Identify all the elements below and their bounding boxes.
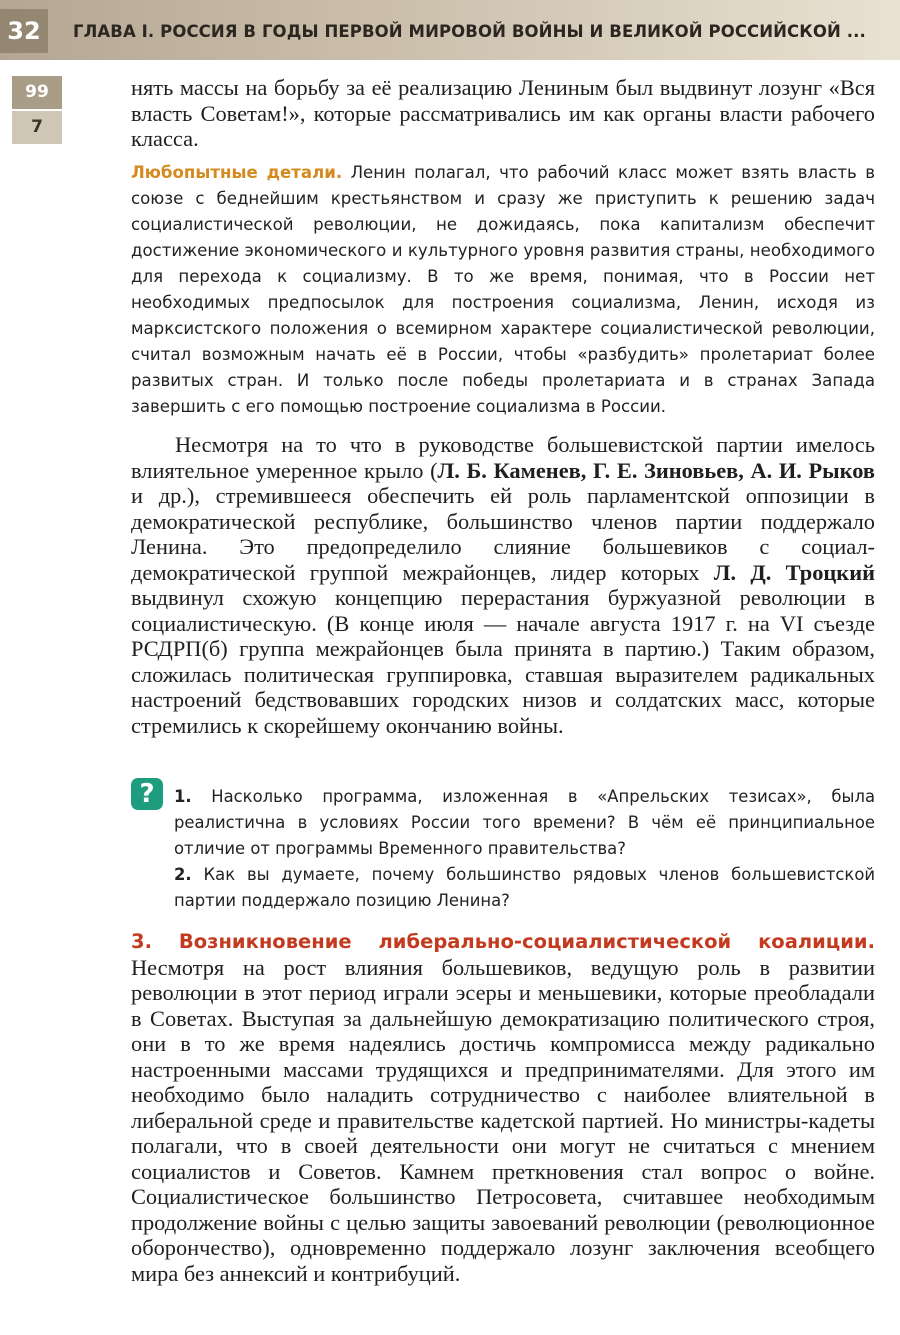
section-3-heading: 3. Возникновение либерально-социалистической коалиции. [131,930,875,953]
margin-marker-bottom: 7 [12,111,62,144]
margin-marker-top: 99 [12,76,62,109]
curious-details-box [131,160,875,420]
section-3-text: Несмотря на рост влияния большевиков, ведущую роль в развитии революции в этот период играли эсеры и меньшевики, которые преобладали в Советах. Выступая за дальнейшую демократизацию политического строя, они в то же время надеялись достичь компромисса между радикально настроенными массами трудящихся и предпринимателями. Для этого им необходимо было наладить сотрудничество с наиболее влиятельной в либеральной среде и правительстве кадетской партией. Но министры-кадеты полагали, что в своей деятельности они могут не считаться с мнением социалистов и Советов. Камнем преткновения стал вопрос о войне. Социалистическое большинство Петросовета, считавшее необходимым продолжение войны с целью защиты завоеваний революции (революционное оборончество), одновременно поддержало лозунг заключения всеобщего мира без аннексий и контрибуций. [131,954,875,1286]
bold-name-trotsky: Л. Д. Троцкий [713,559,875,585]
running-title: ГЛАВА I. РОССИЯ В ГОДЫ ПЕРВОЙ МИРОВОЙ ВОЙНЫ И ВЕЛИКОЙ РОССИЙСКОЙ ... [73,22,866,41]
questions-list [174,784,875,914]
curious-details-heading: Любопытные детали. [131,163,343,182]
paragraph-continuation [131,75,875,152]
paragraph-2 [131,432,875,738]
question-1-number: 1. [174,787,192,806]
section-3-paragraph [131,928,875,1286]
question-mark-icon: ? [131,778,163,810]
question-1 [174,784,875,862]
question-2-text: Как вы думаете, почему большинство рядовых членов большевистской партии поддержало позицию Ленина? [174,865,875,910]
paragraph-2-text-a: Несмотря на то что в руководстве большевистской партии имелось влиятельное умеренное крыло ( [131,432,875,483]
question-1-text: Насколько программа, изложенная в «Апрельских тезисах», была реалистична в условиях России того времени? В чём её принципиальное отличие от программы Временного правительства? [174,787,875,858]
section-3-block [131,928,875,1286]
question-2 [174,862,875,914]
curious-details-paragraph [131,160,875,420]
page-number: 32 [0,9,48,53]
main-paragraph-block [131,432,875,738]
page-header [0,0,900,60]
question-2-number: 2. [174,865,192,884]
paragraph-2-text-b: и др.), стремившееся обеспечить ей роль парламентской оппозиции в демократической республике, большинство членов партии поддержало Ленина. Это предопределило слияние большевиков с социал-демократической группой межрайонцев, лидер которых [131,483,875,585]
paragraph-1: нять массы на борьбу за её реализацию Лениным был выдвинут лозунг «Вся власть Советам!», которые рассматривались им как органы власти рабочего класса. [131,75,875,151]
curious-details-text: Ленин полагал, что рабочий класс может взять власть в союзе с беднейшим крестьянством и сразу же приступить к решению задач социалистической революции, не дожидаясь, пока капитализм обеспечит достижение экономического и культурного уровня развития страны, необходимого для перехода к социализму. В то же время, понимая, что в России нет необходимых предпосылок для построения социализма, Ленин, исходя из марксистского положения о всемирном характере социалистической революции, считал возможным начать её в России, чтобы «разбудить» пролетариат более развитых стран. И только после победы пролетариата и в странах Запада завершить с его помощью построение социализма в России. [131,163,875,416]
paragraph-2-text-c: выдвинул схожую концепцию перерастания буржуазной революции в социалистическую. (В конце июля — начале августа 1917 г. на VI съезде РСДРП(б) группа межрайонцев была принята в партию.) Таким образом, сложилась политическая группировка, ставшая выразителем радикальных настроений бедствовавших городских низов и солдатских масс, которые стремились к скорейшему окончанию войны. [131,585,875,738]
bold-names-moderates: Л. Б. Каменев, Г. Е. Зиновьев, А. И. Рыков [437,457,875,483]
